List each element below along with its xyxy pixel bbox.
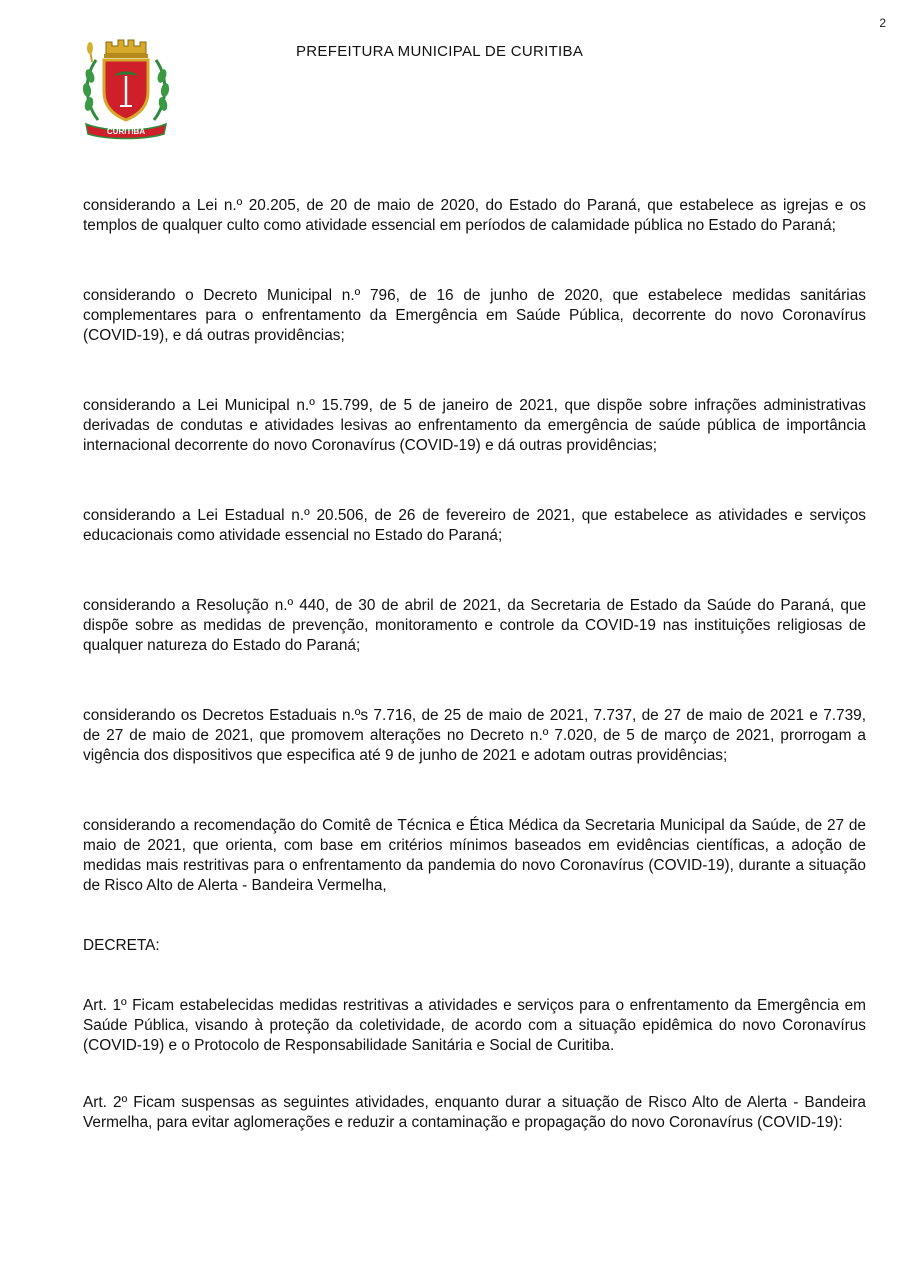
paragraph: considerando a recomendação do Comitê de Técnica e Ética Médica da Secretaria Municipal da Saúde, de 27 de maio de 2021, que orienta, com base em critérios mínimos baseados em evidências científicas, a adoção de medidas mais restritivas para o enfrentamento da pandemia do novo Coronavírus (COVID-19), durante a situação de Risco Alto de Alerta - Bandeira Vermelha, [83, 817, 866, 894]
article-paragraph: Art. 1º Ficam estabelecidas medidas restritivas a atividades e serviços para o enfrentamento da Emergência em Saúde Pública, visando à proteção da coletividade, de acordo com a situação epidêmica do novo Coronavírus (COVID-19) e o Protocolo de Responsabilidade Sanitária e Social de Curitiba. [83, 997, 866, 1054]
curitiba-coat-of-arms-logo [78, 32, 174, 140]
paragraph: considerando a Lei Estadual n.º 20.506, de 26 de fevereiro de 2021, que estabelece as atividades e serviços educacionais como atividade essencial no Estado do Paraná; [83, 507, 866, 544]
page-number: 2 [879, 16, 886, 30]
seal-ribbon-text: CURITIBA [106, 127, 146, 136]
paragraph: considerando os Decretos Estaduais n.ºs 7.716, de 25 de maio de 2021, 7.737, de 27 de maio de 2021 e 7.739, de 27 de maio de 2021, que promovem alterações no Decreto n.º 7.020, de 5 de março de 2021, prorrogam a vigência dos dispositivos que especifica até 9 de junho de 2021 e adotam outras providências; [83, 707, 866, 764]
page-title: PREFEITURA MUNICIPAL DE CURITIBA [296, 43, 584, 60]
document-body [83, 196, 866, 1133]
decree-heading: DECRETA: [83, 937, 160, 954]
paragraph: considerando a Lei Municipal n.º 15.799, de 5 de janeiro de 2021, que dispõe sobre infrações administrativas derivadas de condutas e atividades lesivas ao enfrentamento da emergência de saúde pública de importância internacional decorrente do novo Coronavírus (COVID-19) e dá outras providências; [83, 397, 866, 454]
paragraph: considerando a Lei n.º 20.205, de 20 de maio de 2020, do Estado do Paraná, que estabelece as igrejas e os templos de qualquer culto como atividade essencial em períodos de calamidade pública no Estado do Paraná; [83, 197, 866, 234]
paragraph: considerando a Resolução n.º 440, de 30 de abril de 2021, da Secretaria de Estado da Saúde do Paraná, que dispõe sobre as medidas de prevenção, monitoramento e controle da COVID-19 nas instituições religiosas de qualquer natureza do Estado do Paraná; [83, 597, 866, 654]
paragraph: considerando o Decreto Municipal n.º 796, de 16 de junho de 2020, que estabelece medidas sanitárias complementares para o enfrentamento da Emergência em Saúde Pública, decorrente do novo Coronavírus (COVID-19), e dá outras providências; [83, 287, 866, 344]
article-paragraph: Art. 2º Ficam suspensas as seguintes atividades, enquanto durar a situação de Risco Alto de Alerta - Bandeira Vermelha, para evitar aglomerações e reduzir a contaminação e propagação do novo Coronavírus (COVID-19): [83, 1094, 866, 1131]
